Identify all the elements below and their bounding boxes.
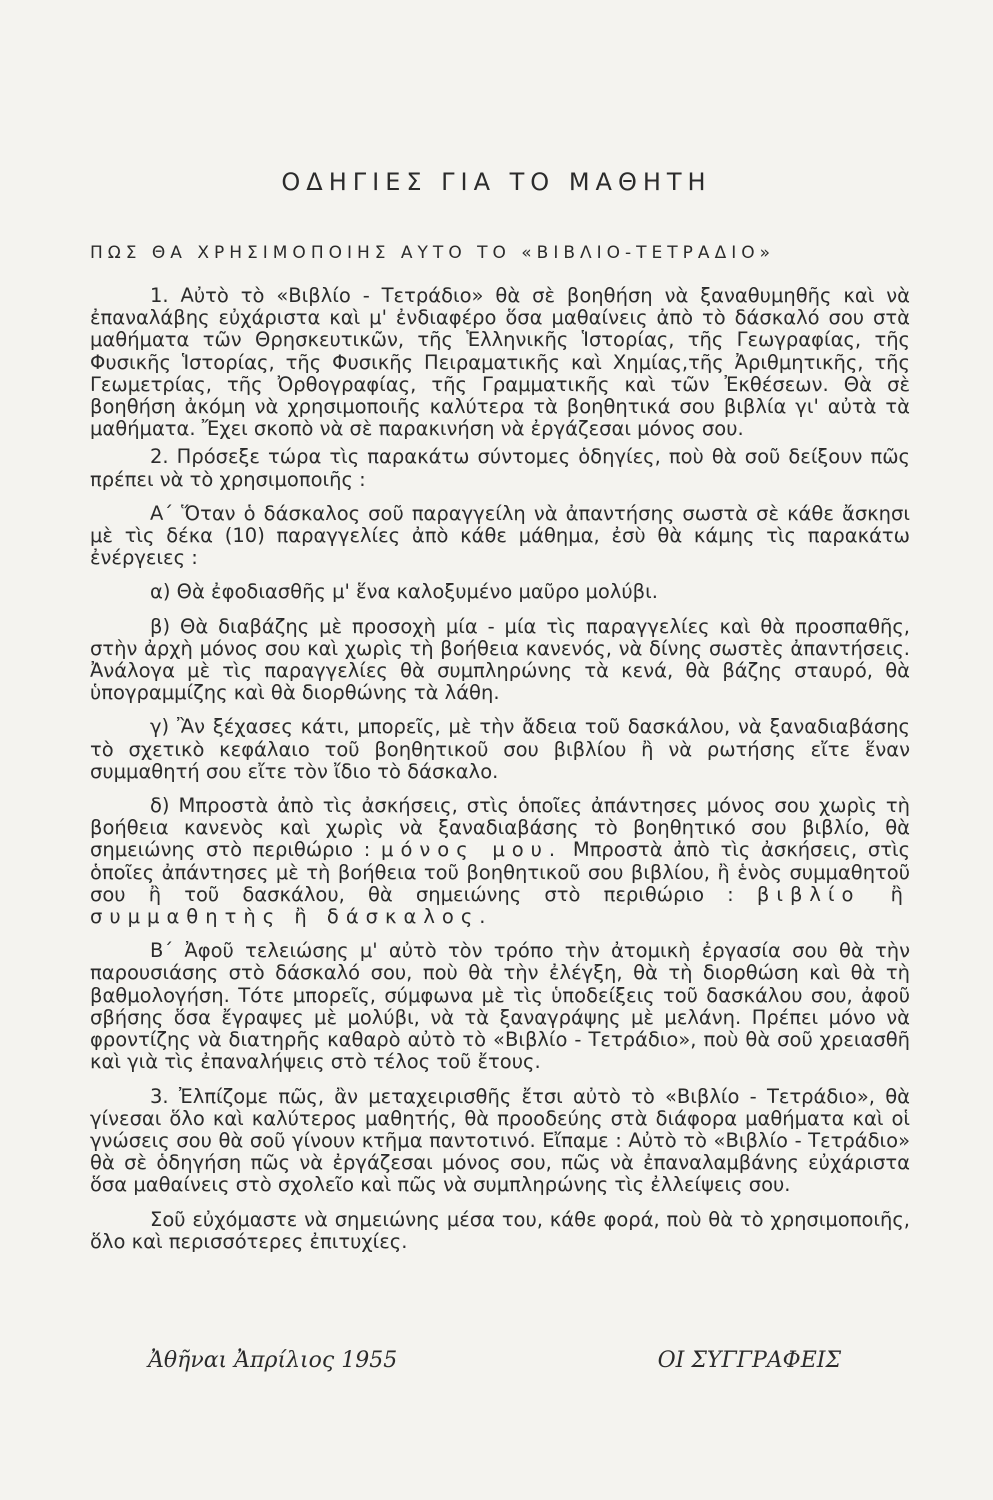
paragraph-delta-part2: Μπροστὰ ἀπὸ τὶς ἀσκήσεις, στὶς ὁποῖες ἀπάντησες μὲ τὴ βοήθεια τοῦ βοηθητικοῦ σου βιβλίου, ἢ ἑνὸς συμμαθητοῦ σου ἢ τοῦ δασκάλου, θὰ σημειώνης στὸ περιθώριο :: [90, 838, 911, 906]
paragraph-alpha: α) Θὰ ἐφοδιασθῆς μ' ἕνα καλοξυμένο μαῦρο μολύβι.: [150, 580, 658, 604]
paragraph-2: 2. Πρόσεξε τώρα τὶς παρακάτω σύντομες ὁδηγίες, ποὺ θὰ σοῦ δείξουν πῶς πρέπει νὰ τὸ χρησιμοποιῆς :: [90, 445, 910, 491]
paragraph-delta: [90, 795, 910, 928]
paragraph-delta-part1: δ) Μπροστὰ ἀπὸ τὶς ἀσκήσεις, στὶς ὁποῖες ἀπάντησες μόνος σου χωρὶς τὴ βοήθεια κανενὸς καὶ χωρὶς νὰ ξαναδιαβάσης τὸ βοηθητικό σου βιβλίο, θὰ σημειώνης στὸ περιθώριο :: [90, 794, 910, 862]
paragraph-a-main: Α΄ Ὅταν ὁ δάσκαλος σοῦ παραγγείλη νὰ ἀπαντήσης σωστὰ σὲ κάθε ἄσκησι μὲ τὶς δέκα (10) παραγγελίες ἀπὸ κάθε μάθημα, ἐσὺ θὰ κάμης τὶς παρακάτω ἐνέργειες :: [90, 501, 910, 570]
margin-note-self: μόνος μου.: [381, 838, 563, 862]
paragraph-closing: Σοῦ εὐχόμαστε νὰ σημειώνης μέσα του, κάθε φορά, ποὺ θὰ τὸ χρησιμοποιῆς, ὅλο καὶ περισσότερες ἐπιτυχίες.: [90, 1207, 910, 1253]
place-date: Ἀθῆναι Ἀπρίλιος 1955: [148, 1348, 398, 1373]
margin-note-help: βιβλίο ἢ συμμαθητὴς ἢ δάσκαλος.: [90, 882, 910, 929]
authors-signature: ΟΙ ΣΥΓΓΡΑΦΕΙΣ: [657, 1348, 841, 1373]
paragraph-3: 3. Ἐλπίζομε πῶς, ἂν μεταχειρισθῆς ἔτσι αὐτὸ τὸ «Βιβλίο - Τετράδιο», θὰ γίνεσαι ὅλο καὶ καλύτερος μαθητής, θὰ προοδεύης στὰ διάφορα μαθήματα καὶ οἱ γνώσεις σου θὰ σοῦ γίνουν κτῆμα παντοτινό. Εἴπαμε : Αὐτὸ τὸ «Βιβλίο - Τετράδιο» θὰ σὲ ὁδηγήση πῶς νὰ ἐργάζεσαι μόνος σου, πῶς νὰ ἐπαναλαμβάνης εὐχάριστα ὅσα μαθαίνεις στὸ σχολεῖο καὶ πῶς νὰ συμπληρώνης τὶς ἐλλείψεις σου.: [90, 1084, 910, 1197]
paragraph-beta: β) Θὰ διαβάζης μὲ προσοχὴ μία - μία τὶς παραγγελίες καὶ θὰ προσπαθῆς, στὴν ἀρχὴ μόνος σου καὶ χωρὶς τὴ βοήθεια κανενός, νὰ δίνης σωστὲς ἀπαντήσεις. Ἀνάλογα μὲ τὶς παραγγελίες θὰ συμπληρώνης τὰ κενά, θὰ βάζης σταυρό, θὰ ὑπογραμμίζης καὶ θὰ διορθώνης τὰ λάθη.: [90, 614, 910, 705]
instructions-body: [90, 285, 910, 1253]
paragraph-gamma: γ) Ἂν ξέχασες κάτι, μπορεῖς, μὲ τὴν ἄδεια τοῦ δασκάλου, νὰ ξαναδιαβάσης τὸ σχετικὸ κεφάλαιο τοῦ βοηθητικοῦ σου βιβλίου ἢ νὰ ρωτήσης εἴτε ἕναν συμμαθητή σου εἴτε τὸν ἴδιο τὸ δάσκαλο.: [90, 715, 910, 783]
page-title: ΟΔΗΓΙΕΣ ΓΙΑ ΤΟ ΜΑΘΗΤΗ: [281, 168, 712, 196]
paragraph-b-main: Β΄ Ἀφοῦ τελειώσης μ' αὐτὸ τὸν τρόπο τὴν ἀτομικὴ ἐργασία σου θὰ τὴν παρουσιάσης στὸ δάσκαλό σου, ποὺ θὰ τὴν ἐλέγξη, θὰ τὴ διορθώση καὶ θὰ τὴ βαθμολογήση. Τότε μπορεῖς, σύμφωνα μὲ τὶς ὑποδείξεις τοῦ δασκάλου σου, ἀφοῦ σβήσης ὅσα ἔγραψες μὲ μολύβι, νὰ τὰ ξαναγράψης μὲ μελάνη. Πρέπει μόνο νὰ φροντίζης νὰ διατηρῆς καθαρὸ αὐτὸ τὸ «Βιβλίο - Τετράδιο», ποὺ θὰ σοῦ χρειασθῆ καὶ γιὰ τὶς ἐπαναλήψεις στὸ τέλος τοῦ ἔτους.: [90, 939, 910, 1074]
paragraph-1: 1. Αὐτὸ τὸ «Βιβλίο - Τετράδιο» θὰ σὲ βοηθήση νὰ ξαναθυμηθῆς καὶ νὰ ἐπαναλάβης εὐχάριστα καὶ μ' ἐνδιαφέρο ὅσα μαθαίνεις ἀπὸ τὸ δάσκαλό σου στὰ μαθήματα τῶν Θρησκευτικῶν, τῆς Ἑλληνικῆς Ἱστορίας, τῆς Γεωγραφίας, τῆς Φυσικῆς Ἱστορίας, τῆς Φυσικῆς Πειραματικῆς καὶ Χημίας,τῆς Ἀριθμητικῆς, τῆς Γεωμετρίας, τῆς Ὀρθογραφίας, τῆς Γραμματικῆς καὶ τῶν Ἐκθέσεων. Θὰ σὲ βοηθήση ἀκόμη νὰ χρησιμοποιῆς καλύτερα τὰ βοηθητικά σου βιβλία γι' αὐτὰ τὰ μαθήματα. Ἔχει σκοπὸ νὰ σὲ παρακινήση νὰ ἐργάζεσαι μόνος σου.: [90, 284, 910, 441]
footer: [0, 1348, 993, 1378]
page-subtitle: ΠΩΣ ΘΑ ΧΡΗΣΙΜΟΠΟΙΗΣ ΑΥΤΟ ΤΟ «ΒΙΒΛΙΟ-ΤΕΤΡΑΔΙΟ»: [90, 243, 775, 263]
